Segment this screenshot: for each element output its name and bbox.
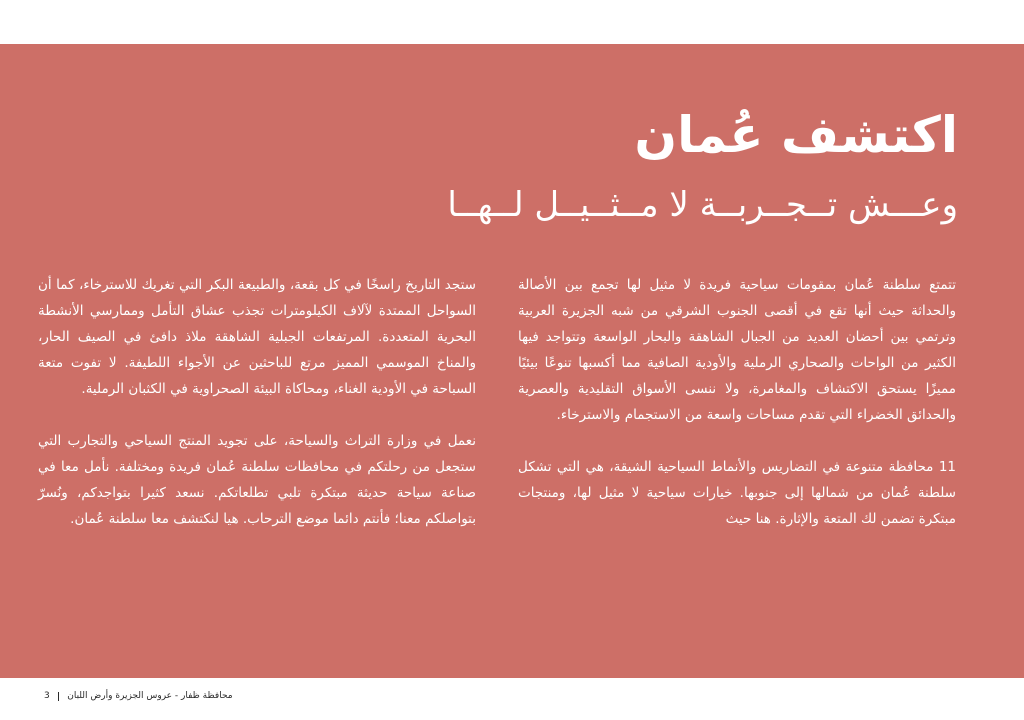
right-text-column [518, 272, 956, 558]
left-text-column [38, 272, 476, 558]
footer-divider [58, 692, 60, 701]
paragraph: نعمل في وزارة التراث والسياحة، على تجويد المنتج السياحي والتجارب التي ستجعل من رحلتكم في محافظات سلطنة عُمان فريدة ومختلفة. نأمل معا في صناعة سياحة حديثة مبتكرة تلبي تطلعاتكم. نسعد كثيرا بتواجدكم، ونُسرّ بتواصلكم معنا؛ فأنتم دائما موضع الترحاب. هيا لنكتشف معا سلطنة عُمان. [38, 433, 476, 527]
page-footer [44, 688, 233, 704]
content-panel [0, 44, 1024, 678]
paragraph: تتمتع سلطنة عُمان بمقومات سياحية فريدة لا مثيل لها تجمع بين الأصالة والحداثة حيث أنها تقع في أقصى الجنوب الشرقي من شبه الجزيرة العربية وترتمي بين أحضان العديد من الجبال الشاهقة والبحار الواسعة وتتواجد فيها الكثير من الواحات والصحاري الرملية والأودية الصافية مما أكسبها تنوعًا بيئيًا مميزًا يستحق الاكتشاف والمغامرة، ولا ننسى الأسواق التقليدية والعصرية والحدائق الخضراء التي تقدم مساحات واسعة من الاستجمام والاسترخاء. [518, 277, 956, 423]
page-subtitle: وعـــش تــجــربــة لا مــثــيــل لــهــا [447, 185, 958, 225]
paragraph: 11 محافظة متنوعة في التضاريس والأنماط السياحية الشيقة، هي التي تشكل سلطنة عُمان من شمالها إلى جنوبها. خيارات سياحية لا مثيل لها، ومنتجات مبتكرة تضمن لك المتعة والإثارة. هنا حيث [518, 459, 956, 527]
footer-caption: محافظة ظفار - عروس الجزيرة وأرض اللبان [67, 691, 233, 701]
page-number: 3 [44, 691, 50, 701]
page-title: اكتشف عُمان [634, 106, 958, 164]
paragraph: ستجد التاريخ راسخًا في كل بقعة، والطبيعة البكر التي تغريك للاسترخاء، كما أن السواحل الممتدة لآلاف الكيلومترات تجذب عشاق التأمل وممارسي الأنشطة البحرية المتعددة. المرتفعات الجبلية الشاهقة ملاذ دافئ في الصيف الحار، والمناخ الموسمي المميز مرتع للباحثين عن الأجواء اللطيفة. لا تفوت متعة السباحة في الأودية الغناء، ومحاكاة البيئة الصحراوية في الكثبان الرملية. [38, 277, 476, 397]
